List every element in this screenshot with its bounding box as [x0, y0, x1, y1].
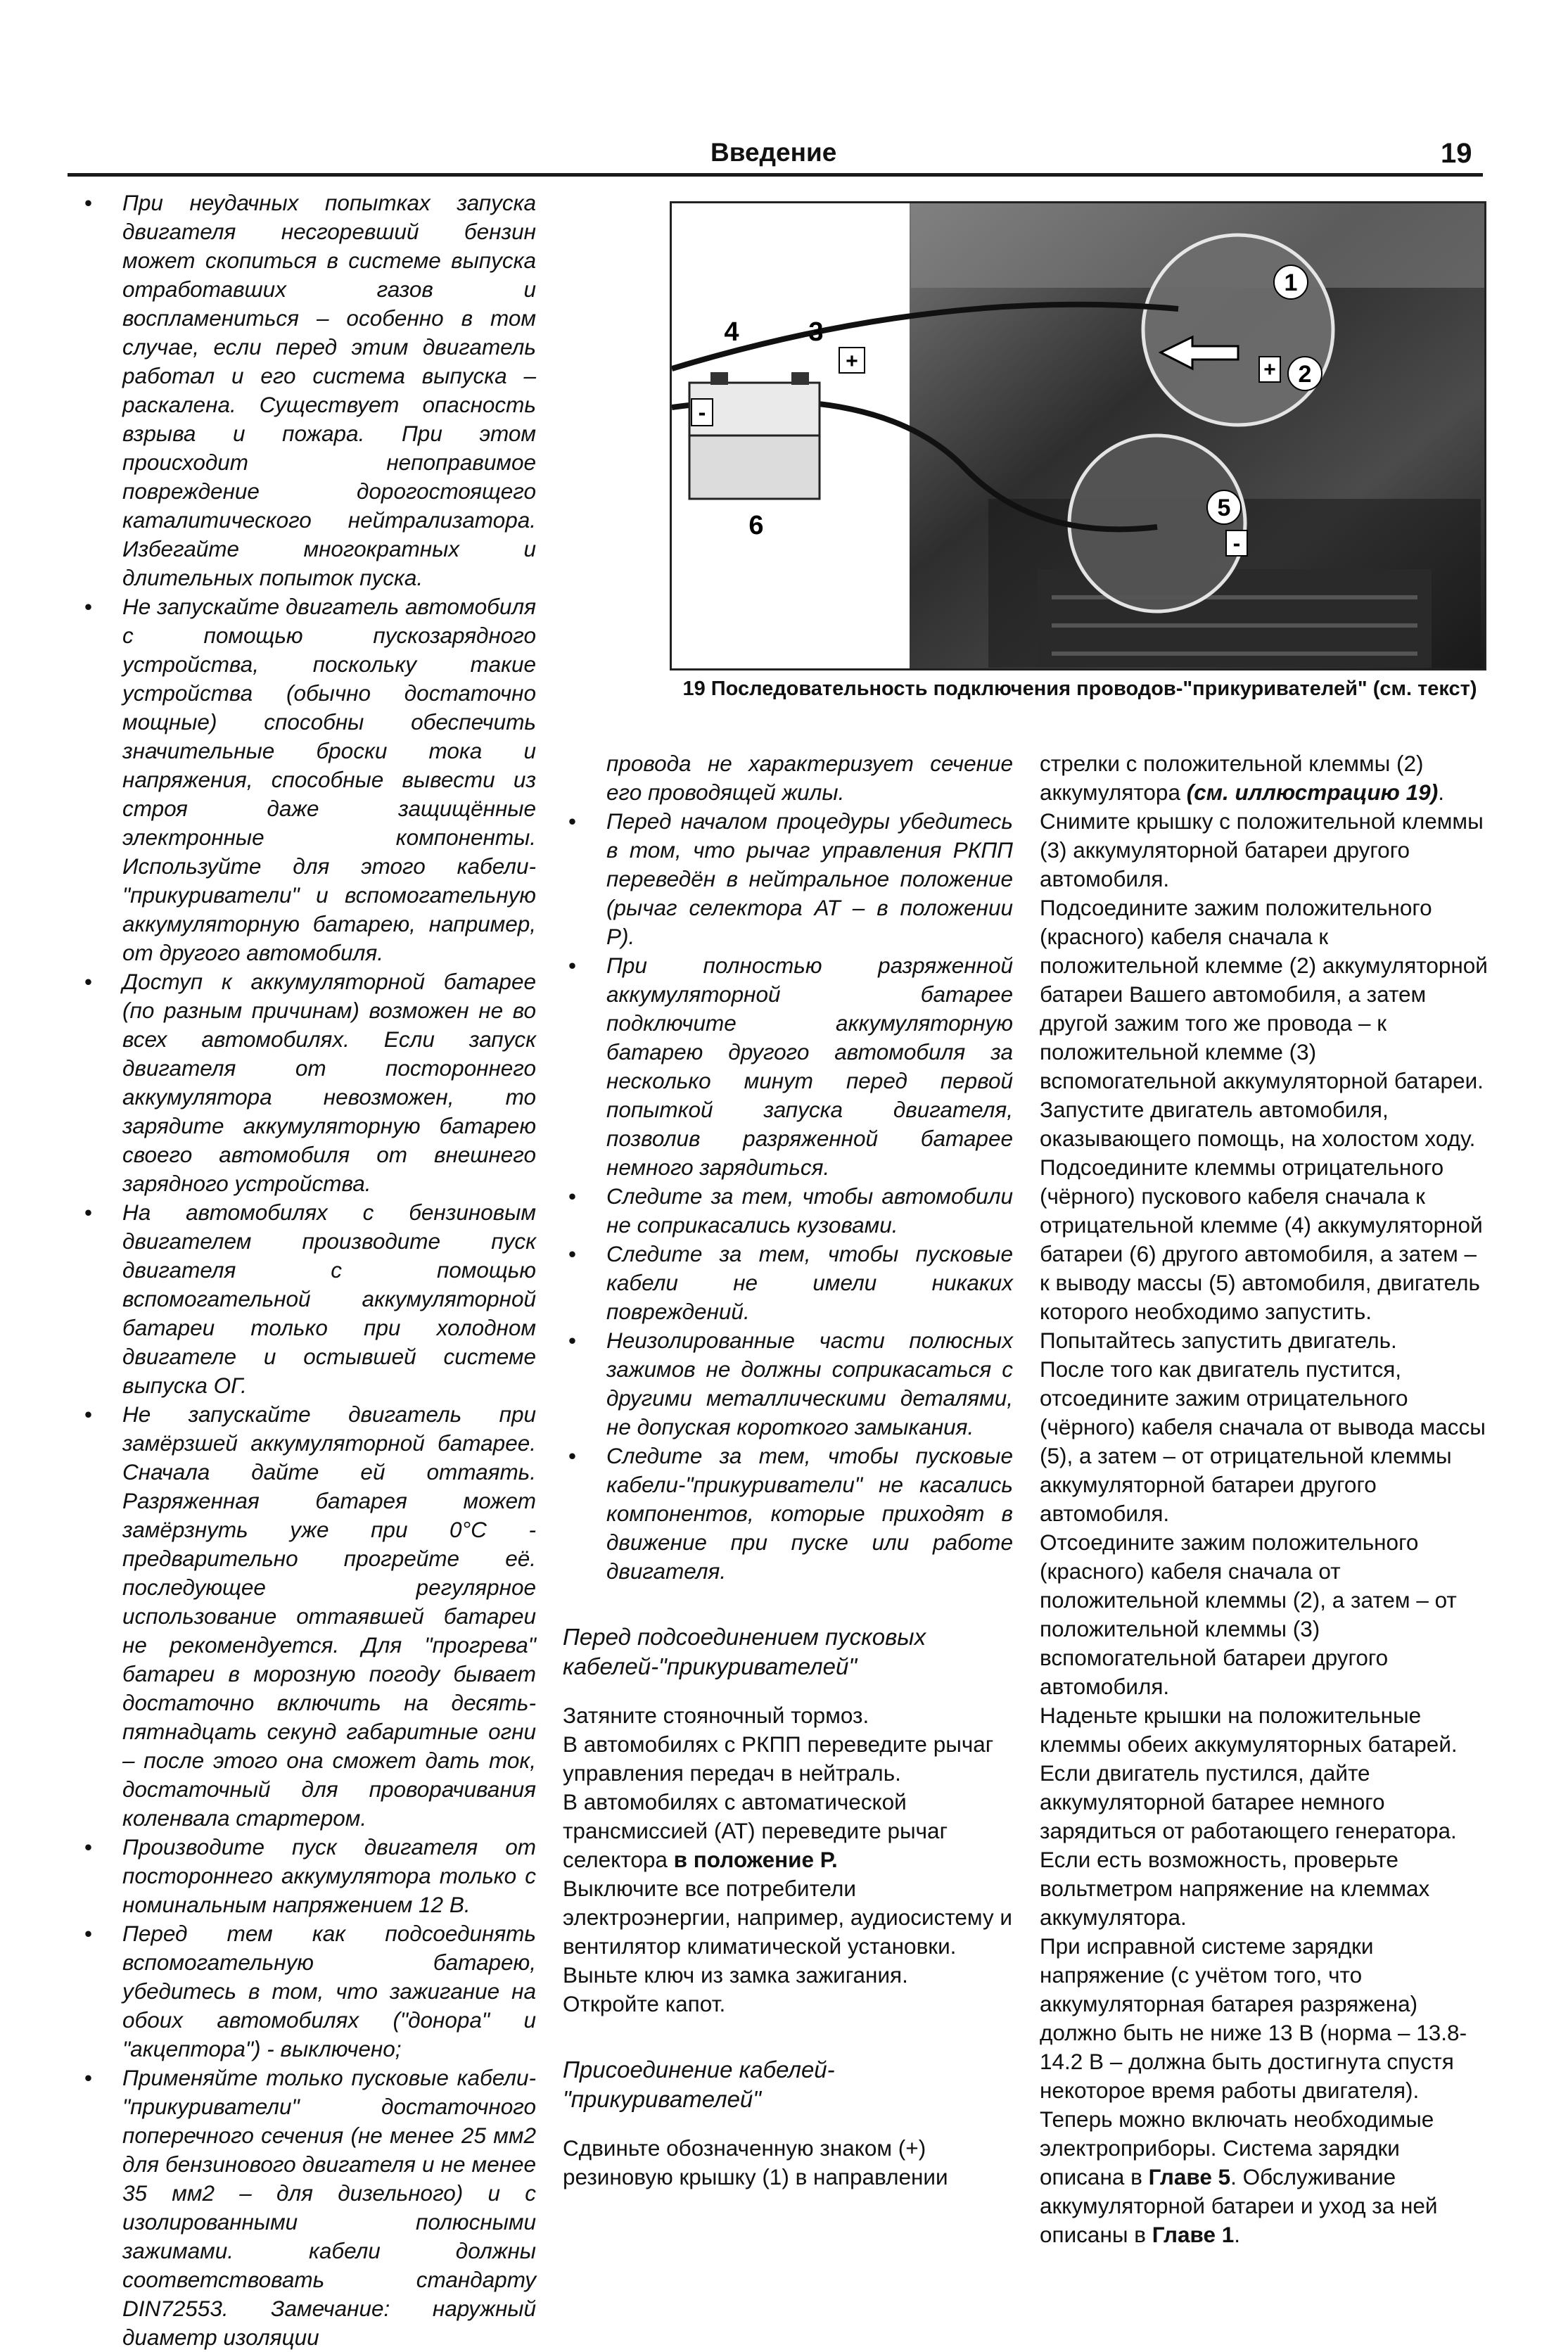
minus-icon: - [698, 400, 706, 425]
left-column [79, 189, 536, 2352]
list-item: • Следите за тем, чтобы автомобили не соприкасались кузовами. [563, 1182, 1013, 1240]
paragraph: Выньте ключ из замка зажигания. [563, 1962, 908, 1988]
chapter-reference: Главе 1 [1152, 2222, 1235, 2247]
header-rule [68, 173, 1483, 177]
paragraph [1040, 2105, 1490, 2249]
figure-label: 5 [1217, 495, 1231, 521]
paragraph: Запустите двигатель автомобиля, оказывающего помощь, на холостом ходу. [1040, 1097, 1476, 1151]
list-item: • Следите за тем, чтобы пусковые кабели не имели никаких повреждений. [563, 1240, 1013, 1326]
paragraph: Если двигатель пустился, дайте аккумуляторной батарее немного зарядиться от работающего генератора. Если есть возможность, проверьте вольтметром напряжение на клеммах аккумулятора. [1040, 1760, 1457, 1930]
figure-jump-start-diagram [670, 201, 1486, 670]
figure-label: 6 [748, 511, 764, 540]
list-item: • Перед началом процедуры убедитесь в том, что рычаг управления РКПП переведён в нейтральное положение (рычаг селектора АТ – в положении Р). [563, 807, 1013, 951]
left-bullet-list [79, 189, 536, 2352]
paragraph [1040, 749, 1490, 807]
figure-label: 3 [808, 317, 824, 347]
continuation-text: провода не характеризует сечение его проводящей жилы. [606, 751, 1013, 805]
plus-icon: + [846, 350, 858, 373]
battery-icon [689, 372, 820, 499]
middle-bullet-list [563, 807, 1013, 1586]
figure-illustration [672, 203, 1484, 668]
figure-label: 4 [724, 317, 739, 347]
list-item: • Следите за тем, чтобы пусковые кабели-"прикуриватели" не касались компонентов, которые приходят в движение при пуске или работе двигателя. [563, 1442, 1013, 1586]
figure-label: 1 [1284, 269, 1298, 296]
paragraph: В автомобилях с РКПП переведите рычаг управления передач в нейтраль. [563, 1731, 994, 1786]
paragraph: При исправной системе зарядки напряжение (с учётом того, что аккумуляторная батарея разряжена) должно быть не ниже 13 В (норма – 13.8-14.2 В – должна быть достигнута спустя некоторое время работы двигателя). [1040, 1933, 1467, 2103]
minus-icon: - [1232, 530, 1241, 556]
paragraph-text: стрелки с положительной клеммы (2) аккумулятора [1040, 751, 1424, 805]
list-item: • Доступ к аккумуляторной батарее (по разным причинам) возможен не во всех автомобилях. Если запуск двигателя от постороннего аккумулятора невозможен, то зарядите аккумуляторную батарею своего автомобиля от внешнего зарядного устройства. [79, 967, 536, 1198]
figure-reference: (см. иллюстрацию 19) [1186, 780, 1439, 805]
page-number: 19 [1441, 138, 1472, 169]
section-heading: Присоединение кабелей-"прикуривателей" [563, 2057, 835, 2112]
section-heading: Перед подсоединением пусковых кабелей-"прикуривателей" [563, 1624, 926, 1679]
paragraph: После того как двигатель пустится, отсоедините зажим отрицательного (чёрного) кабеля сначала от вывода массы (5), а затем – от отрицательной клеммы аккумуляторной батареи другого автомобиля. [1040, 1356, 1486, 1526]
paragraph [563, 1788, 1013, 1874]
paragraph: Наденьте крышки на положительные клеммы обеих аккумуляторных батарей. [1040, 1703, 1458, 1757]
paragraph-text: . [1438, 780, 1444, 805]
paragraph: Сдвиньте обозначенную знаком (+) резиновую крышку (1) в направлении [563, 2135, 948, 2189]
chapter-reference: Главе 5 [1148, 2164, 1231, 2189]
paragraph-emphasis: в положение Р. [673, 1847, 838, 1872]
list-item: • Производите пуск двигателя от постороннего аккумулятора только с номинальным напряжением 12 В. [79, 1833, 536, 1919]
plus-icon: + [1263, 358, 1276, 381]
paragraph-text: . [1234, 2222, 1241, 2247]
paragraph-text: Теперь можно включать необходимые электроприборы. Система зарядки описана в [1040, 2106, 1434, 2189]
list-item: • Не запускайте двигатель автомобиля с помощью пускозарядного устройства, поскольку такие устройства (обычно достаточно мощные) способны обеспечить значительные броски тока и напряжения, способные вывести из строя даже защищённые электронные компоненты. Используйте для этого кабели-"прикуриватели" и вспомогательную аккумуляторную батарею, например, от другого автомобиля. [79, 592, 536, 967]
running-header-title: Введение [710, 138, 837, 167]
middle-column [563, 749, 1013, 2192]
list-item: • Не запускайте двигатель при замёрзшей аккумуляторной батарее. Сначала дайте ей оттаять. Разряженная батарея может замёрзнуть уже при 0°С - предварительно прогрейте её. последующее регулярное использование оттаявшей батареи не рекомендуется. Для "прогрева" батареи в морозную погоду бывает достаточно включить на десять-пятнадцать секунд габаритные огни – после этого она сможет дать ток, достаточный для проворачивания коленвала стартером. [79, 1400, 536, 1833]
paragraph: Отсоедините зажим положительного (красного) кабеля сначала от положительной клеммы (2), а затем – от положительной клеммы (3) вспомогательной батареи другого автомобиля. [1040, 1530, 1457, 1699]
paragraph: Затяните стояночный тормоз. [563, 1703, 869, 1728]
list-item: • Применяйте только пусковые кабели-"прикуриватели" достаточного поперечного сечения (не менее 25 мм2 для бензинового двигателя и не менее 35 мм2 – для дизельного) и с изолированными полюсными зажимами. кабели должны соответствовать стандарту DIN72553. Замечание: наружный диаметр изоляции [79, 2064, 536, 2352]
paragraph-text: . Обслуживание аккумуляторной батареи и уход за ней описаны в [1040, 2164, 1438, 2247]
list-item: • На автомобилях с бензиновым двигателем производите пуск двигателя с помощью вспомогательной аккумуляторной батареи только при холодном двигателе и остывшей системе выпуска ОГ. [79, 1198, 536, 1400]
list-item: • Неизолированные части полюсных зажимов не должны соприкасаться с другими металлическими деталями, не допуская короткого замыкания. [563, 1326, 1013, 1442]
paragraph: Снимите крышку с положительной клеммы (3) аккумуляторной батареи другого автомобиля. [1040, 808, 1484, 891]
paragraph: Откройте капот. [563, 1991, 726, 2016]
right-column [1040, 749, 1490, 2249]
figure-label: 2 [1298, 361, 1312, 388]
magnifier-circle-top [1143, 235, 1333, 425]
paragraph-text: В автомобилях с автоматической трансмиссией (АТ) переведите рычаг селектора [563, 1789, 948, 1872]
paragraph: Подсоедините клеммы отрицательного (чёрного) пускового кабеля сначала к отрицательной клемме (4) аккумуляторной батареи (6) другого автомобиля, а затем – к выводу массы (5) автомобиля, двигатель которого необходимо запустить. [1040, 1155, 1483, 1324]
list-item: • При неудачных попытках запуска двигателя несгоревший бензин может скопиться в системе выпуска отработавших газов и воспламениться – особенно в том случае, если перед этим двигатель работал и его система выпуска – раскалена. Существует опасность взрыва и пожара. При этом происходит непоправимое повреждение дорогостоящего каталитического нейтрализатора. Избегайте многократных и длительных попыток пуска. [79, 189, 536, 592]
paragraph: Выключите все потребители электроэнергии, например, аудиосистему и вентилятор климатической установки. [563, 1876, 1013, 1959]
list-item: • При полностью разряженной аккумуляторной батарее подключите аккумуляторную батарею другого автомобиля за несколько минут перед первой попыткой запуска двигателя, позволив разряженной батарее немного зарядиться. [563, 951, 1013, 1182]
paragraph: Подсоедините зажим положительного (красного) кабеля сначала к положительной клемме (2) аккумуляторной батареи Вашего автомобиля, а затем другой зажим того же провода – к положительной клемме (3) вспомогательной аккумуляторной батареи. [1040, 895, 1488, 1093]
list-item: • Перед тем как подсоединять вспомогательную батарею, убедитесь в том, что зажигание на обоих автомобилях ("донора" и "акцептора") - выключено; [79, 1919, 536, 2064]
figure-caption: 19 Последовательность подключения проводов-"прикуривателей" (см. текст) [682, 678, 1477, 700]
paragraph: Попытайтесь запустить двигатель. [1040, 1328, 1397, 1353]
